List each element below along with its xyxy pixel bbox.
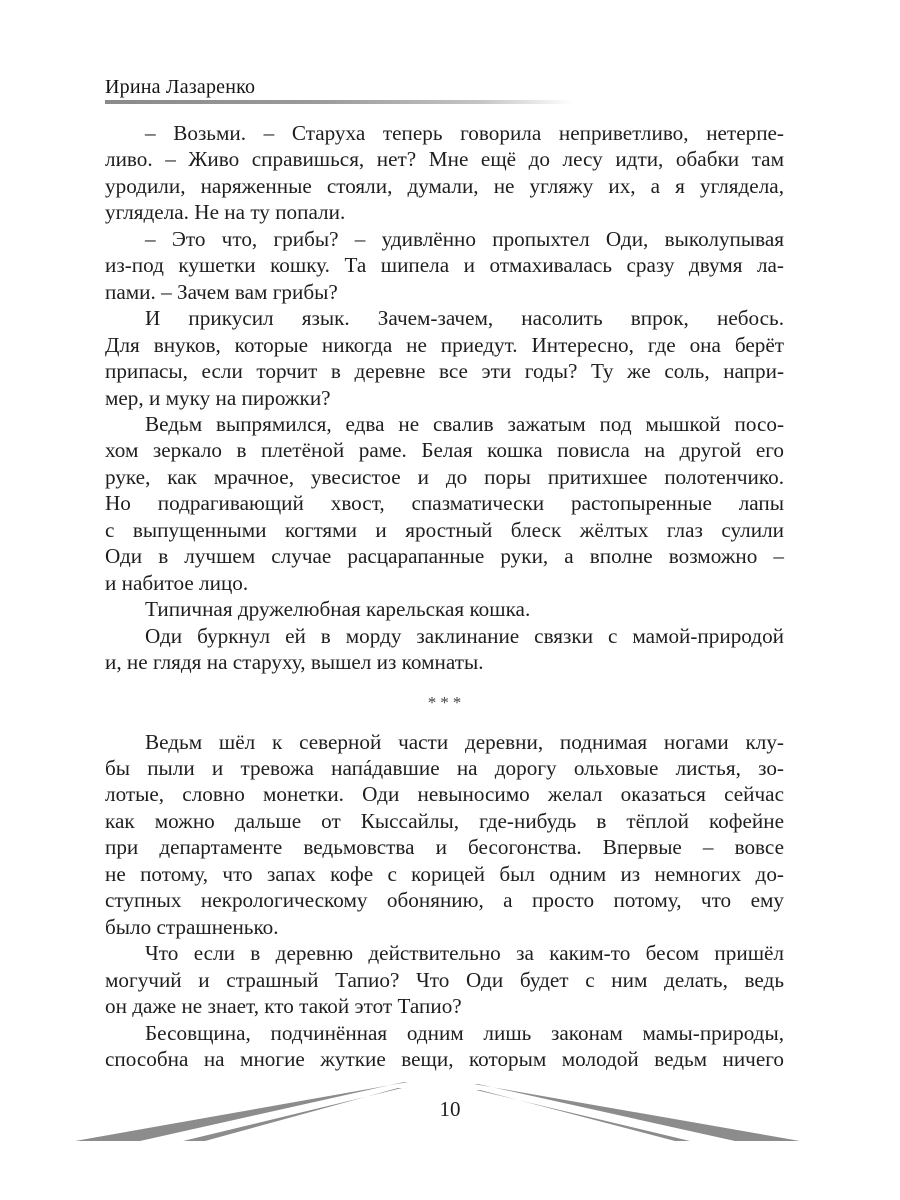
text-line: не потому, что запах кофе с корицей был одним из немногих до- [105,861,784,886]
text-line: бы пыли и тревожа напáдавшие на дорогу ольховые листья, зо- [105,755,784,780]
paragraph [105,226,784,305]
text-line: ступных некрологическому обонянию, а просто потому, что ему [105,888,784,913]
text-line: мер, и муку на пирожки? [105,385,331,410]
paragraph [105,596,784,622]
page-number: 10 [439,1097,461,1121]
text-line: руке, как мрачное, увесистое и до поры притихшее полотенчико. [105,464,784,489]
text-line: было страшненько. [105,914,279,939]
text-line: Но подрагивающий хвост, спазматически растопыренные лапы [105,491,784,516]
text-line: при департаменте ведьмовства и бесогонства. Впервые – вовсе [105,835,784,860]
text-line: углядела. Не на ту попали. [105,200,346,225]
text-line: из-под кушетки кошку. Та шипела и отмахивалась сразу двумя ла- [105,253,784,278]
text-line: пами. – Зачем вам грибы? [105,279,338,304]
text-line: Что если в деревню действительно за каким-то бесом пришёл [145,941,784,966]
text-line: Оди буркнул ей в морду заклинание связки с мамой-природой [145,623,784,648]
scene-break-asterisks: *** [427,692,466,712]
text-line: хом зеркало в плетёной раме. Белая кошка повисла на другой его [105,438,784,463]
paragraph [105,623,784,676]
paragraph [105,411,784,596]
text-line: Ведьм выпрямился, едва не свалив зажатым под мышкой посо- [145,411,784,436]
text-line: Оди в лучшем случае расцарапанные руки, а вполне возможно – [105,544,784,569]
text-line: И прикусил язык. Зачем-зачем, насолить впрок, небось. [145,306,784,331]
text-line: – Возьми. – Старуха теперь говорила неприветливо, нетерпе- [145,121,784,145]
text-line: – Это что, грибы? – удивлённо пропыхтел Оди, выколупывая [145,226,784,251]
text-line: могучий и страшный Тапио? Что Оди будет с ним делать, ведь [105,967,784,992]
text-line: лотые, словно монетки. Оди невыносимо желал оказаться сейчас [105,782,784,807]
running-head-author: Ирина Лазаренко [105,76,256,98]
paragraph [105,120,784,226]
paragraph [105,940,784,1019]
text-line: Типичная дружелюбная карельская кошка. [145,597,531,622]
text-line: он даже не знает, кто такой этот Тапио? [105,994,462,1019]
text-line: ливо. – Живо справишься, нет? Мне ещё до лесу идти, обабки там [105,147,784,172]
paragraph [105,729,784,941]
text-line: припасы, если торчит в деревне все эти годы? Ту же соль, напри- [105,359,784,384]
text-line: способна на многие жуткие вещи, которым молодой ведьм ничего [105,1046,784,1071]
text-line: с выпущенными когтями и яростный блеск жёлтых глаз сулили [105,517,784,542]
text-line: Ведьм шёл к северной части деревни, поднимая ногами клу- [145,729,784,754]
paragraph [105,305,784,411]
text-line: Для внуков, которые никогда не приедут. Интересно, где она берёт [105,332,784,357]
text-line: и набитое лицо. [105,570,249,595]
header-rule [105,100,573,104]
text-line: уродили, наряженные стояли, думали, не угляжу их, а я углядела, [105,173,784,198]
text-line: как можно дальше от Кыссайлы, где-нибудь в тёплой кофейне [105,808,784,833]
text-line: Бесовщина, подчинённая одним лишь законам мамы-природы, [145,1020,784,1045]
text-line: и, не глядя на старуху, вышел из комнаты. [105,650,484,675]
paragraph [105,1020,784,1073]
page-body-text [105,120,784,1072]
